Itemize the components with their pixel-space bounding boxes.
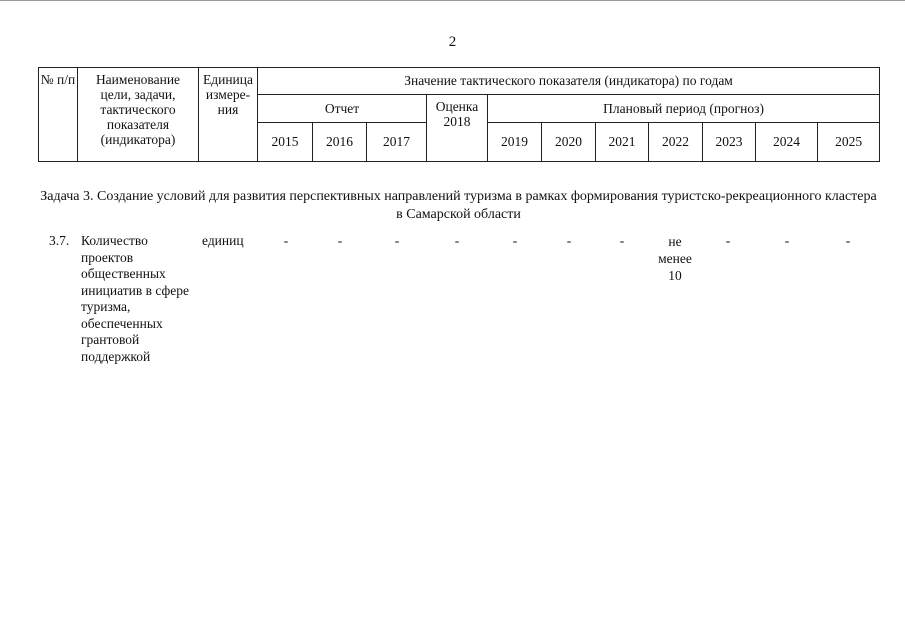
header-unit: Единица измере-ния <box>199 68 258 162</box>
header-values: Значение тактического показателя (индикатора) по годам <box>258 68 880 95</box>
year-cell: 2024 <box>756 123 818 162</box>
year-cell: 2021 <box>596 123 649 162</box>
row-indicator-name: Количество проектов общественных инициатив в сфере туризма, обеспеченных грантовой поддержкой <box>81 233 190 364</box>
indicator-table-header <box>38 67 880 162</box>
row-dash: - <box>283 233 289 248</box>
task-title: Задача 3. Создание условий для развития перспективных направлений туризма в рамках формирования туристско-рекреационного кластера в Самарской области <box>40 189 877 222</box>
row-number: 3.7. <box>49 233 70 248</box>
row-dash: - <box>566 233 572 248</box>
year-cell: 2019 <box>488 123 542 162</box>
year-cell: 2020 <box>542 123 596 162</box>
row-dash: - <box>784 233 790 248</box>
year-cell: 2022 <box>649 123 703 162</box>
header-name: Наименование цели, задачи, тактического показателя (индикатора) <box>78 68 199 162</box>
header-estimate: Оценка 2018 <box>427 95 488 162</box>
row-dash: - <box>454 233 460 248</box>
row-dash: - <box>337 233 343 248</box>
row-dash: - <box>394 233 400 248</box>
row-dash: - <box>619 233 625 248</box>
header-num: № п/п <box>39 68 78 162</box>
row-dash: - <box>845 233 851 248</box>
year-cell: 2016 <box>313 123 367 162</box>
year-cell: 2015 <box>258 123 313 162</box>
row-dash: - <box>725 233 731 248</box>
top-rule <box>0 0 905 1</box>
year-cell: 2017 <box>367 123 427 162</box>
row-value-2022: не менее 10 <box>658 234 692 283</box>
year-cell: 2023 <box>703 123 756 162</box>
row-unit: единиц <box>202 233 244 248</box>
header-plan: Плановый период (прогноз) <box>488 95 880 123</box>
row-dash: - <box>512 233 518 248</box>
year-cell: 2025 <box>818 123 880 162</box>
page-number: 2 <box>448 34 457 50</box>
header-report: Отчет <box>258 95 427 123</box>
